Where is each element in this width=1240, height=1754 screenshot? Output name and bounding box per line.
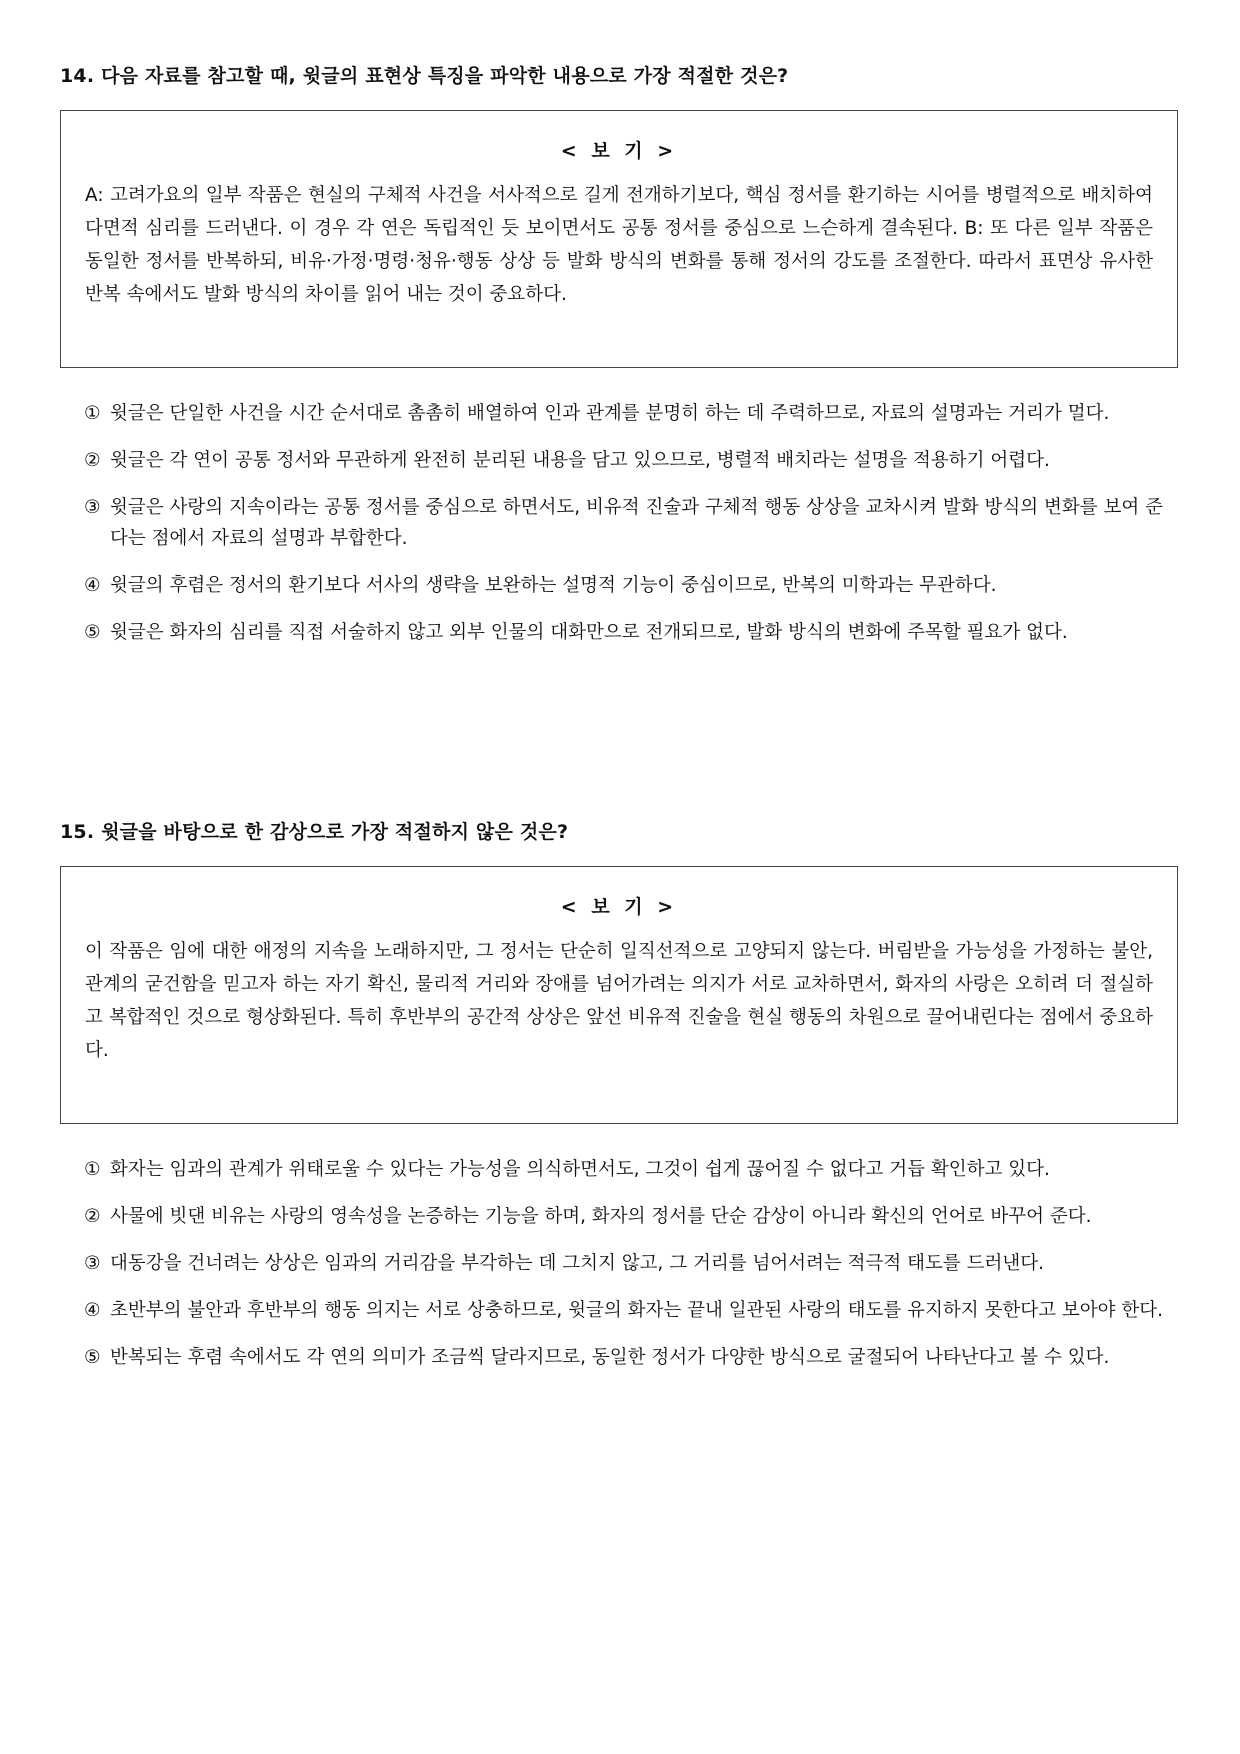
choice-option-2[interactable] bbox=[84, 445, 1176, 476]
choice-option-3[interactable] bbox=[84, 1248, 1176, 1279]
question-title: 15. 윗글을 바탕으로 한 감상으로 가장 적절하지 않은 것은? bbox=[60, 821, 569, 843]
bogi-box bbox=[60, 110, 1178, 368]
choice-number: ① bbox=[84, 403, 101, 424]
choice-number: ⑤ bbox=[84, 622, 101, 643]
bogi-text: 이 작품은 임에 대한 애정의 지속을 노래하지만, 그 정서는 단순히 일직선적으로 고양되지 않는다. 버림받을 가능성을 가정하는 불안, 관계의 굳건함을 믿고자 하는 자기 확신, 물리적 거리와 장애를 넘어가려는 의지가 서로 교차하면서, 화자의 사랑은 오히려 더 절실하고 복합적인 것으로 형상화된다. 특히 후반부의 공간적 상상은 앞선 비유적 진술을 현실 행동의 차원으로 끌어내린다는 점에서 중요하다. bbox=[85, 941, 1153, 1061]
choice-text: 사물에 빗댄 비유는 사랑의 영속성을 논증하는 기능을 하며, 화자의 정서를 단순 감상이 아니라 확신의 언어로 바꾸어 준다. bbox=[110, 1206, 1092, 1227]
choice-list bbox=[60, 1154, 1180, 1373]
choice-option-4[interactable] bbox=[84, 570, 1176, 601]
question-title: 14. 다음 자료를 참고할 때, 윗글의 표현상 특징을 파악한 내용으로 가장 적절한 것은? bbox=[60, 65, 789, 87]
choice-text: 반복되는 후렴 속에서도 각 연의 의미가 조금씩 달라지므로, 동일한 정서가 다양한 방식으로 굴절되어 나타난다고 볼 수 있다. bbox=[110, 1347, 1110, 1368]
choice-option-2[interactable] bbox=[84, 1201, 1176, 1232]
choice-number: ④ bbox=[84, 1300, 101, 1321]
question-15 bbox=[60, 818, 1180, 1389]
choice-text: 화자는 임과의 관계가 위태로울 수 있다는 가능성을 의식하면서도, 그것이 쉽게 끊어질 수 없다고 거듭 확인하고 있다. bbox=[110, 1159, 1050, 1180]
choice-number: ② bbox=[84, 1206, 101, 1227]
choice-number: ④ bbox=[84, 575, 101, 596]
bogi-text: A: 고려가요의 일부 작품은 현실의 구체적 사건을 서사적으로 길게 전개하기보다, 핵심 정서를 환기하는 시어를 병렬적으로 배치하여 다면적 심리를 드러낸다. 이 경우 각 연은 독립적인 듯 보이면서도 공통 정서를 중심으로 느슨하게 결속된다. B: 또 다른 일부 작품은 동일한 정서를 반복하되, 비유·가정·명령·청유·행동 상상 등 발화 방식의 변화를 통해 정서의 강도를 조절한다. 따라서 표면상 유사한 반복 속에서도 발화 방식의 차이를 읽어 내는 것이 중요하다. bbox=[85, 185, 1153, 305]
choice-option-5[interactable] bbox=[84, 1342, 1176, 1373]
choice-number: ① bbox=[84, 1159, 101, 1180]
choice-text: 대동강을 건너려는 상상은 임과의 거리감을 부각하는 데 그치지 않고, 그 거리를 넘어서려는 적극적 태도를 드러낸다. bbox=[110, 1253, 1045, 1274]
choice-option-4[interactable] bbox=[84, 1295, 1176, 1326]
choice-number: ⑤ bbox=[84, 1347, 101, 1368]
choice-text: 윗글은 사랑의 지속이라는 공통 정서를 중심으로 하면서도, 비유적 진술과 구체적 행동 상상을 교차시켜 발화 방식의 변화를 보여 준다는 점에서 자료의 설명과 부합한다. bbox=[110, 497, 1164, 549]
choice-text: 윗글은 각 연이 공통 정서와 무관하게 완전히 분리된 내용을 담고 있으므로, 병렬적 배치라는 설명을 적용하기 어렵다. bbox=[110, 450, 1050, 471]
bogi-box bbox=[60, 866, 1178, 1124]
choice-number: ③ bbox=[84, 497, 101, 518]
choice-option-1[interactable] bbox=[84, 398, 1176, 429]
choice-text: 윗글의 후렴은 정서의 환기보다 서사의 생략을 보완하는 설명적 기능이 중심이므로, 반복의 미학과는 무관하다. bbox=[110, 575, 997, 596]
choice-text: 초반부의 불안과 후반부의 행동 의지는 서로 상충하므로, 윗글의 화자는 끝내 일관된 사랑의 태도를 유지하지 못한다고 보아야 한다. bbox=[110, 1300, 1164, 1321]
bogi-header: < 보 기 > bbox=[560, 140, 678, 162]
question-14 bbox=[60, 62, 1180, 664]
choice-option-5[interactable] bbox=[84, 617, 1176, 648]
choice-option-3[interactable] bbox=[84, 492, 1176, 554]
choice-list bbox=[60, 398, 1180, 648]
choice-text: 윗글은 단일한 사건을 시간 순서대로 촘촘히 배열하여 인과 관계를 분명히 하는 데 주력하므로, 자료의 설명과는 거리가 멀다. bbox=[110, 403, 1110, 424]
choice-number: ③ bbox=[84, 1253, 101, 1274]
choice-text: 윗글은 화자의 심리를 직접 서술하지 않고 외부 인물의 대화만으로 전개되므로, 발화 방식의 변화에 주목할 필요가 없다. bbox=[110, 622, 1068, 643]
choice-option-1[interactable] bbox=[84, 1154, 1176, 1185]
choice-number: ② bbox=[84, 450, 101, 471]
bogi-header: < 보 기 > bbox=[560, 896, 678, 918]
